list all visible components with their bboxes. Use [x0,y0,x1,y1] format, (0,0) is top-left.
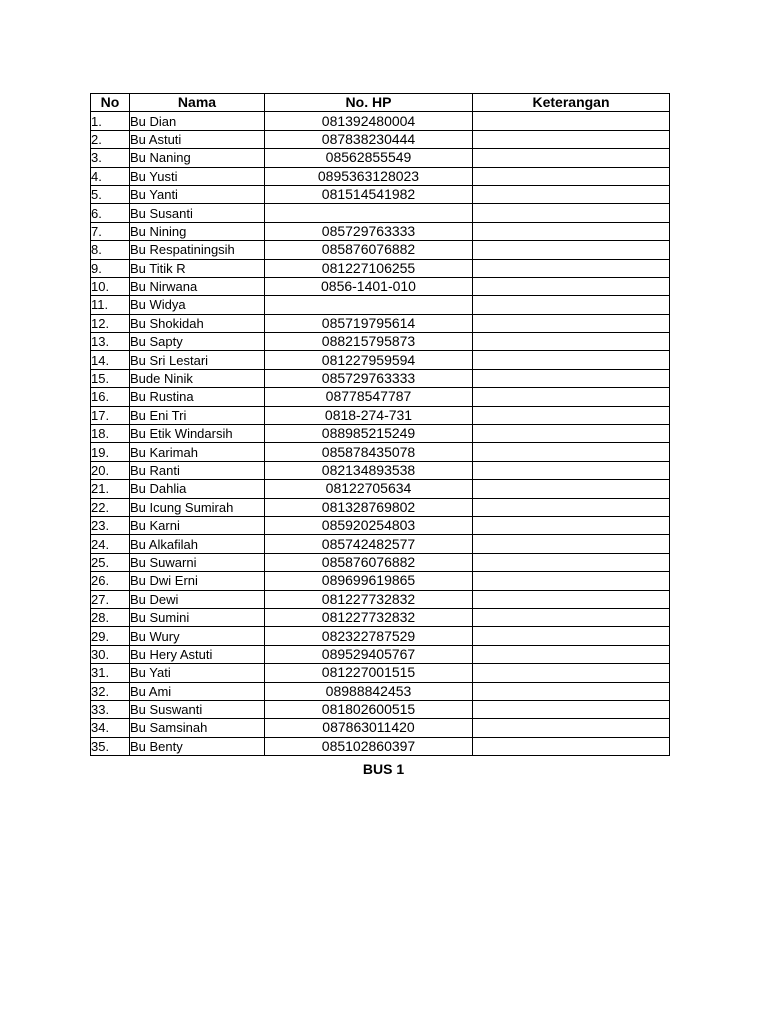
row-name: Bu Dahlia [130,480,265,498]
row-keterangan [473,314,670,332]
row-keterangan [473,627,670,645]
table-row [91,167,670,185]
row-name: Bu Dewi [130,590,265,608]
row-number: 27. [91,590,130,608]
row-phone: 087838230444 [265,130,473,148]
row-keterangan [473,608,670,626]
row-number: 34. [91,719,130,737]
table-row [91,333,670,351]
row-phone: 085719795614 [265,314,473,332]
row-number: 7. [91,222,130,240]
row-name: Bu Nirwana [130,277,265,295]
row-phone: 0856-1401-010 [265,277,473,295]
row-keterangan [473,204,670,222]
table-row [91,112,670,130]
table-row [91,645,670,663]
row-number: 14. [91,351,130,369]
row-phone: 088985215249 [265,425,473,443]
table-row [91,130,670,148]
table-row [91,461,670,479]
table-row [91,572,670,590]
table-row [91,627,670,645]
row-number: 20. [91,461,130,479]
row-number: 19. [91,443,130,461]
row-phone: 0818-274-731 [265,406,473,424]
row-phone: 085878435078 [265,443,473,461]
row-phone [265,204,473,222]
row-number: 8. [91,241,130,259]
row-number: 24. [91,535,130,553]
row-name: Bu Ranti [130,461,265,479]
row-keterangan [473,388,670,406]
row-number: 21. [91,480,130,498]
row-keterangan [473,130,670,148]
row-number: 25. [91,553,130,571]
table-row [91,369,670,387]
row-phone: 089699619865 [265,572,473,590]
table-row [91,553,670,571]
table-row [91,535,670,553]
header-hp: No. HP [265,94,473,112]
row-number: 9. [91,259,130,277]
row-keterangan [473,149,670,167]
row-number: 28. [91,608,130,626]
row-name: Bu Dwi Erni [130,572,265,590]
row-name: Bu Karni [130,516,265,534]
table-row [91,222,670,240]
table-row [91,277,670,295]
row-number: 29. [91,627,130,645]
row-name: Bu Suswanti [130,700,265,718]
table-row [91,425,670,443]
row-phone: 085729763333 [265,222,473,240]
row-name: Bu Naning [130,149,265,167]
table-row [91,388,670,406]
table-row [91,480,670,498]
table-row [91,259,670,277]
table-row [91,241,670,259]
row-phone: 081514541982 [265,185,473,203]
row-keterangan [473,167,670,185]
table-row [91,737,670,755]
row-keterangan [473,277,670,295]
table-row [91,664,670,682]
row-number: 15. [91,369,130,387]
row-keterangan [473,535,670,553]
row-phone: 085920254803 [265,516,473,534]
row-keterangan [473,480,670,498]
row-phone: 085876076882 [265,241,473,259]
header-no: No [91,94,130,112]
table-row [91,204,670,222]
row-name: Bu Samsinah [130,719,265,737]
row-keterangan [473,443,670,461]
row-keterangan [473,719,670,737]
row-name: Bu Sumini [130,608,265,626]
row-number: 26. [91,572,130,590]
row-number: 31. [91,664,130,682]
table-row [91,406,670,424]
row-number: 17. [91,406,130,424]
row-number: 10. [91,277,130,295]
row-phone: 082322787529 [265,627,473,645]
row-phone: 08562855549 [265,149,473,167]
row-keterangan [473,553,670,571]
bus-caption: BUS 1 [362,761,405,777]
row-number: 23. [91,516,130,534]
passenger-table [90,93,670,756]
row-keterangan [473,461,670,479]
row-keterangan [473,259,670,277]
row-phone: 08778547787 [265,388,473,406]
table-row [91,314,670,332]
table-row [91,185,670,203]
row-phone: 081227106255 [265,259,473,277]
row-keterangan [473,185,670,203]
row-phone: 082134893538 [265,461,473,479]
row-number: 2. [91,130,130,148]
row-keterangan [473,351,670,369]
row-keterangan [473,425,670,443]
row-keterangan [473,112,670,130]
row-phone: 0895363128023 [265,167,473,185]
row-number: 11. [91,296,130,314]
row-number: 32. [91,682,130,700]
table-body [91,112,670,756]
row-phone: 081328769802 [265,498,473,516]
row-phone: 08988842453 [265,682,473,700]
row-keterangan [473,682,670,700]
row-name: Bu Titik R [130,259,265,277]
row-number: 6. [91,204,130,222]
row-number: 16. [91,388,130,406]
table-row [91,700,670,718]
row-number: 12. [91,314,130,332]
row-keterangan [473,645,670,663]
row-keterangan [473,222,670,240]
row-phone: 081227732832 [265,590,473,608]
table-row [91,608,670,626]
table-row [91,719,670,737]
row-name: Bu Astuti [130,130,265,148]
row-keterangan [473,369,670,387]
row-number: 3. [91,149,130,167]
row-keterangan [473,572,670,590]
table-row [91,296,670,314]
row-number: 33. [91,700,130,718]
row-phone: 085742482577 [265,535,473,553]
row-name: Bu Yusti [130,167,265,185]
table-row [91,149,670,167]
row-name: Bu Sri Lestari [130,351,265,369]
table-row [91,443,670,461]
row-name: Bu Yanti [130,185,265,203]
row-number: 22. [91,498,130,516]
row-name: Bu Dian [130,112,265,130]
row-name: Bu Eni Tri [130,406,265,424]
row-name: Bu Sapty [130,333,265,351]
table-row [91,590,670,608]
row-name: Bu Karimah [130,443,265,461]
row-keterangan [473,737,670,755]
row-phone: 087863011420 [265,719,473,737]
row-name: Bude Ninik [130,369,265,387]
row-number: 18. [91,425,130,443]
row-name: Bu Susanti [130,204,265,222]
row-number: 5. [91,185,130,203]
row-keterangan [473,406,670,424]
row-keterangan [473,498,670,516]
row-phone: 085729763333 [265,369,473,387]
row-keterangan [473,333,670,351]
row-name: Bu Icung Sumirah [130,498,265,516]
table-row [91,682,670,700]
row-number: 1. [91,112,130,130]
row-phone: 088215795873 [265,333,473,351]
row-phone: 081392480004 [265,112,473,130]
row-number: 30. [91,645,130,663]
row-phone: 085876076882 [265,553,473,571]
table-header-row [91,94,670,112]
row-phone: 081227732832 [265,608,473,626]
row-keterangan [473,700,670,718]
row-phone: 085102860397 [265,737,473,755]
row-name: Bu Suwarni [130,553,265,571]
header-nama: Nama [130,94,265,112]
row-phone [265,296,473,314]
row-number: 4. [91,167,130,185]
row-name: Bu Shokidah [130,314,265,332]
row-phone: 08122705634 [265,480,473,498]
row-name: Bu Benty [130,737,265,755]
row-phone: 081802600515 [265,700,473,718]
row-phone: 081227001515 [265,664,473,682]
row-phone: 081227959594 [265,351,473,369]
row-number: 13. [91,333,130,351]
table-row [91,351,670,369]
row-name: Bu Ami [130,682,265,700]
row-name: Bu Respatiningsih [130,241,265,259]
table-row [91,516,670,534]
row-keterangan [473,516,670,534]
row-name: Bu Widya [130,296,265,314]
row-name: Bu Etik Windarsih [130,425,265,443]
row-name: Bu Nining [130,222,265,240]
row-keterangan [473,241,670,259]
row-keterangan [473,296,670,314]
row-number: 35. [91,737,130,755]
row-phone: 089529405767 [265,645,473,663]
row-name: Bu Rustina [130,388,265,406]
row-keterangan [473,590,670,608]
row-name: Bu Hery Astuti [130,645,265,663]
row-name: Bu Wury [130,627,265,645]
header-keterangan: Keterangan [473,94,670,112]
row-keterangan [473,664,670,682]
row-name: Bu Alkafilah [130,535,265,553]
table-row [91,498,670,516]
row-name: Bu Yati [130,664,265,682]
